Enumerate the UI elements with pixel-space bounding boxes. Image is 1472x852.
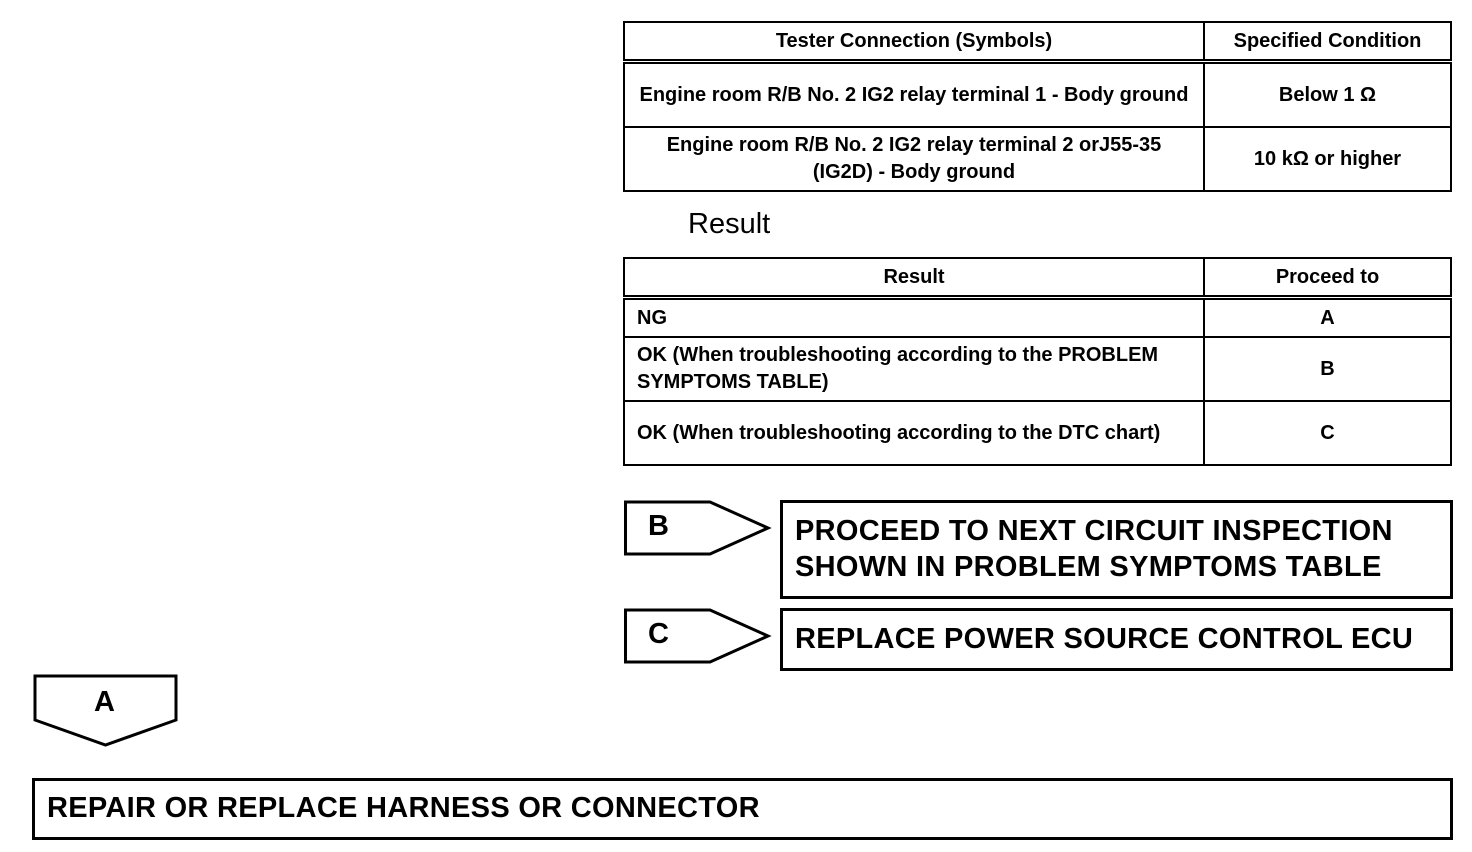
- branch-a-label: A: [94, 686, 115, 718]
- spec-header-condition: Specified Condition: [1204, 22, 1451, 62]
- result-cell: NG: [624, 298, 1204, 338]
- branch-b-action-box: [780, 500, 1453, 599]
- proceed-cell: A: [1204, 298, 1451, 338]
- branch-c-arrow-icon: [624, 608, 772, 666]
- spec-connection-cell: Engine room R/B No. 2 IG2 relay terminal 1 - Body ground: [624, 62, 1204, 128]
- result-row: [624, 337, 1451, 401]
- branch-b-label: B: [648, 510, 669, 542]
- branch-c-label: C: [648, 618, 669, 650]
- proceed-cell: C: [1204, 401, 1451, 465]
- result-cell: OK (When troubleshooting according to the DTC chart): [624, 401, 1204, 465]
- result-heading: Result: [688, 208, 771, 240]
- branch-a-action-box: [32, 778, 1453, 840]
- branch-b-action-line2: SHOWN IN PROBLEM SYMPTOMS TABLE: [795, 551, 1382, 583]
- branch-c-action: REPLACE POWER SOURCE CONTROL ECU: [795, 623, 1414, 655]
- result-header-result: Result: [624, 258, 1204, 298]
- spec-header-row: [624, 22, 1451, 62]
- proceed-cell: B: [1204, 337, 1451, 401]
- spec-row: [624, 127, 1451, 191]
- branch-b-arrow-icon: [624, 500, 772, 558]
- result-header-proceed: Proceed to: [1204, 258, 1451, 298]
- result-table: [623, 257, 1452, 466]
- spec-row: [624, 62, 1451, 128]
- branch-a-action: REPAIR OR REPLACE HARNESS OR CONNECTOR: [47, 792, 760, 824]
- result-row: [624, 401, 1451, 465]
- result-header-row: [624, 258, 1451, 298]
- branch-b-action-line1: PROCEED TO NEXT CIRCUIT INSPECTION: [795, 515, 1393, 547]
- branch-c-action-box: [780, 608, 1453, 671]
- spec-condition-cell: Below 1 Ω: [1204, 62, 1451, 128]
- result-cell: OK (When troubleshooting according to the PROBLEM SYMPTOMS TABLE): [624, 337, 1204, 401]
- result-row: [624, 298, 1451, 338]
- spec-header-connection: Tester Connection (Symbols): [624, 22, 1204, 62]
- spec-condition-cell: 10 kΩ or higher: [1204, 127, 1451, 191]
- spec-connection-cell: Engine room R/B No. 2 IG2 relay terminal 2 orJ55-35 (IG2D) - Body ground: [624, 127, 1204, 191]
- specification-table: [623, 21, 1452, 192]
